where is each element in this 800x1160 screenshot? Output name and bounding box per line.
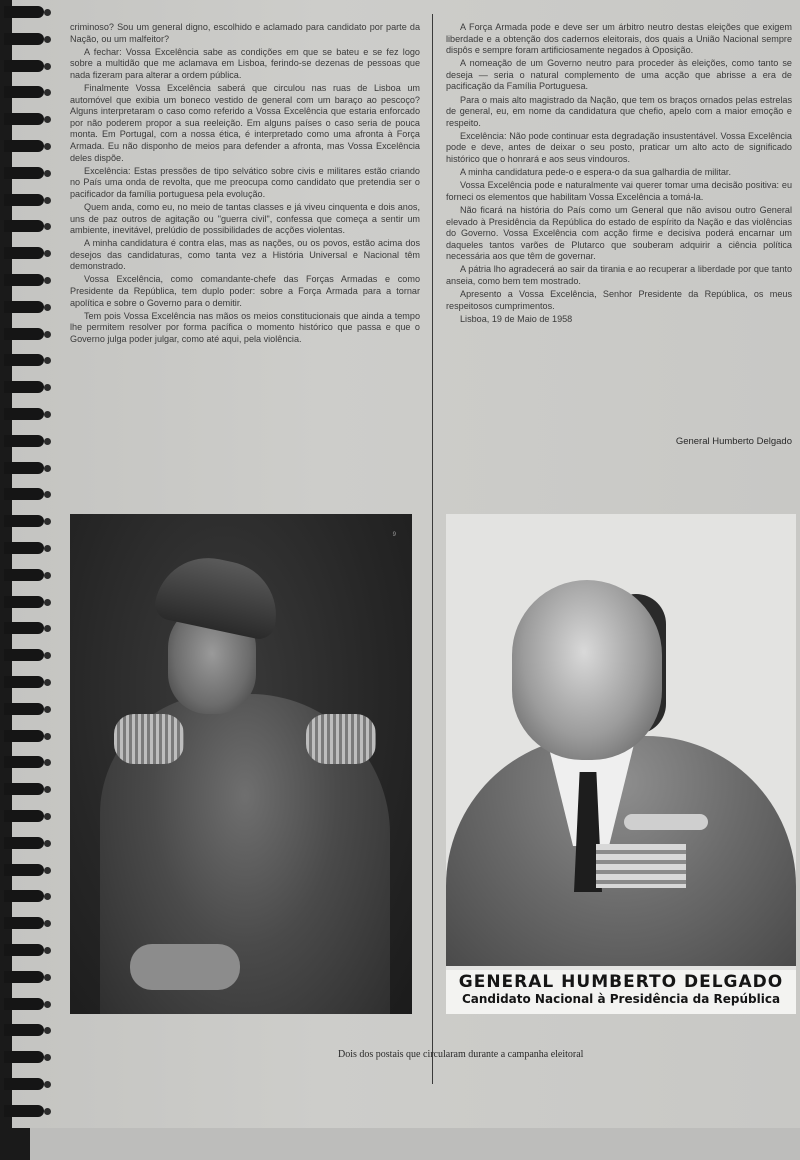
right-paragraph: A Força Armada pode e deve ser um árbitro neutro destas eleições que exigem liberdade e a obtenção dos cadernos eleitorais, dos quais a União Nacional sempre dispôs e sempre foram artificiosamente negados à Oposição. <box>446 22 792 56</box>
ring-loop <box>4 730 44 742</box>
punch-hole <box>44 465 51 472</box>
punch-hole <box>44 652 51 659</box>
binding-ring <box>4 301 50 313</box>
figure-caption-text: Dois dos postais que circularam durante a campanha eleitoral <box>338 1049 584 1060</box>
punch-hole <box>44 1081 51 1088</box>
left-paragraph: Excelência: Estas pressões de tipo selvático sobre civis e militares estão criando no País uma onda de revolta, que me preocupa como candidato que pretendia ser o pacificador da família portuguesa pela evolução. <box>70 165 420 199</box>
punch-hole <box>44 920 51 927</box>
ring-loop <box>4 917 44 929</box>
punch-hole <box>44 786 51 793</box>
right-epaulet <box>306 714 376 764</box>
punch-hole <box>44 518 51 525</box>
binding-ring <box>4 569 50 581</box>
photo-number: 9 <box>392 532 396 538</box>
punch-hole <box>44 974 51 981</box>
punch-hole <box>44 572 51 579</box>
left-paragraph: Finalmente Vossa Excelência saberá que circulou nas ruas de Lisboa um automóvel que exibia um boneco vestido de general com um baraço ao pescoço? Alguns interpretaram o caso como referido a Vossa Excelência que estaria enforcado por não poderem propor a sua reeleição. Em alguns países o caso seria de pouca monta. Em Portugal, com a nossa ética, é interpretado como uma afronta à Força Armada. Eu não disponho de meios para defender a afronta, mas Vossa Excelência deles dispõe. <box>70 82 420 163</box>
punch-hole <box>44 331 51 338</box>
binding-ring <box>4 756 50 768</box>
left-paragraph: Vossa Excelência, como comandante-chefe das Forças Armadas e como Presidente da República, tem duplo poder: sobre a Força Armada para a tornar apolítica e sobre o Governo para o demitir. <box>70 274 420 308</box>
left-epaulet <box>114 714 184 764</box>
ring-loop <box>4 676 44 688</box>
binding-ring <box>4 60 50 72</box>
postcard-title: GENERAL HUMBERTO DELGADO <box>458 972 784 992</box>
hands-shape <box>130 944 240 990</box>
right-paragraph: A nomeação de um Governo neutro para proceder às eleições, como tanto se deseja — seria o natural complemento de uma acção que abrisse a era de pacificação da Família Portuguesa. <box>446 58 792 92</box>
figure-caption <box>0 1049 800 1060</box>
binding-ring <box>4 837 50 849</box>
binding-ring <box>4 1024 50 1036</box>
binding-ring <box>4 649 50 661</box>
punch-hole <box>44 143 51 150</box>
binding-ring <box>4 408 50 420</box>
punch-hole <box>44 759 51 766</box>
pilot-wings-badge <box>624 814 708 830</box>
ring-loop <box>4 971 44 983</box>
postcard-subtitle: Candidato Nacional à Presidência da República <box>461 992 781 1006</box>
punch-hole <box>44 197 51 204</box>
ring-loop <box>4 435 44 447</box>
ring-loop <box>4 220 44 232</box>
right-paragraph: A minha candidatura pede-o e espera-o da sua galhardia de militar. <box>460 167 731 178</box>
punch-hole <box>44 867 51 874</box>
column-divider <box>432 14 433 1084</box>
punch-hole <box>44 63 51 70</box>
binding-ring <box>4 810 50 822</box>
binding-ring <box>4 488 50 500</box>
punch-hole <box>44 545 51 552</box>
ring-loop <box>4 1105 44 1117</box>
left-paragraph: Quem anda, como eu, no meio de tantas classes e já viveu cinquenta e dois anos, uns de paz outros de agitação ou "guerra civil", confessa que começa a sentir um ambiente, inevitável, prelúdio de possibilidades de acções violentas. <box>70 201 420 236</box>
binding-ring <box>4 730 50 742</box>
ring-loop <box>4 1024 44 1036</box>
right-paragraph: Vossa Excelência pode e naturalmente vai querer tomar uma decisão positiva: eu forneci os elementos que habilitam Vossa Excelência a tomá-la. <box>446 180 792 202</box>
binding-bottom <box>0 1128 30 1160</box>
ring-loop <box>4 569 44 581</box>
ring-loop <box>4 301 44 313</box>
binding-ring <box>4 140 50 152</box>
punch-hole <box>44 733 51 740</box>
punch-hole <box>44 223 51 230</box>
ring-loop <box>4 60 44 72</box>
ring-loop <box>4 381 44 393</box>
postcard-caption-box <box>446 970 796 1014</box>
punch-hole <box>44 813 51 820</box>
punch-hole <box>44 36 51 43</box>
binding-ring <box>4 167 50 179</box>
punch-hole <box>44 679 51 686</box>
binding-ring <box>4 381 50 393</box>
punch-hole <box>44 411 51 418</box>
spiral-binding <box>0 0 52 1160</box>
punch-hole <box>44 170 51 177</box>
ring-loop <box>4 140 44 152</box>
punch-hole <box>44 491 51 498</box>
binding-ring <box>4 220 50 232</box>
punch-hole <box>44 116 51 123</box>
ring-loop <box>4 649 44 661</box>
punch-hole <box>44 277 51 284</box>
ring-loop <box>4 1078 44 1090</box>
dateline: Lisboa, 19 de Maio de 1958 <box>460 313 573 324</box>
ring-loop <box>4 6 44 18</box>
ring-loop <box>4 354 44 366</box>
binding-ring <box>4 1078 50 1090</box>
binding-ring <box>4 917 50 929</box>
punch-hole <box>44 438 51 445</box>
delgado-postcard-photo <box>446 514 796 1014</box>
punch-hole <box>44 357 51 364</box>
ring-loop <box>4 328 44 340</box>
binding-ring <box>4 274 50 286</box>
binding-ring <box>4 435 50 447</box>
left-paragraph: A fechar: Vossa Excelência sabe as condições em que se bateu e se fez logo sobre a multidão que me aclamava em Lisboa, ferindo-se dezenas de pessoas que nada fizeram para alterar a ordem pública. <box>70 46 420 80</box>
ring-loop <box>4 247 44 259</box>
ring-loop <box>4 622 44 634</box>
binding-ring <box>4 1105 50 1117</box>
signature: General Humberto Delgado <box>675 436 792 447</box>
left-paragraph: criminoso? Sou um general digno, escolhido e aclamado para candidato por parte da Nação, ou um malfeitor? <box>70 22 420 44</box>
binding-ring <box>4 783 50 795</box>
binding-ring <box>4 998 50 1010</box>
punch-hole <box>44 9 51 16</box>
left-text-column <box>70 22 420 347</box>
binding-ring <box>4 703 50 715</box>
binding-ring <box>4 462 50 474</box>
ring-loop <box>4 488 44 500</box>
binding-ring <box>4 890 50 902</box>
right-paragraph: Não ficará na história do País como um General que não avisou outro General elevado à Presidência da República do estado de espírito da Nação e das violências do Governo. Vossa Excelência com acção firme e decisiva poderá encarnar um daqueles tantos varões de Plutarco que souberam adquirir a ciência política necessária aos que têm de governar. <box>446 204 792 262</box>
ring-loop <box>4 515 44 527</box>
punch-hole <box>44 250 51 257</box>
ring-loop <box>4 408 44 420</box>
punch-hole <box>44 947 51 954</box>
ring-loop <box>4 890 44 902</box>
ring-loop <box>4 837 44 849</box>
punch-hole <box>44 304 51 311</box>
binding-ring <box>4 542 50 554</box>
ring-loop <box>4 113 44 125</box>
binding-ring <box>4 596 50 608</box>
right-paragraph: A pátria lho agradecerá ao sair da tirania e ao recuperar a liberdade por que tanto anseia, como bem tem mostrado. <box>446 264 792 286</box>
right-paragraph: Apresento a Vossa Excelência, Senhor Presidente da República, os meus respeitosos cumprimentos. <box>446 289 792 311</box>
binding-ring <box>4 864 50 876</box>
ring-loop <box>4 86 44 98</box>
ring-loop <box>4 944 44 956</box>
binding-ring <box>4 328 50 340</box>
left-paragraph: A minha candidatura é contra elas, mas as nações, ou os povos, estão acima dos desejos das candidaturas, como tanta vez a História Universal e Nacional têm demonstrado. <box>70 238 420 272</box>
ring-loop <box>4 274 44 286</box>
punch-hole <box>44 1027 51 1034</box>
binding-ring <box>4 676 50 688</box>
binding-ring <box>4 622 50 634</box>
ring-loop <box>4 194 44 206</box>
punch-hole <box>44 1001 51 1008</box>
binding-ring <box>4 515 50 527</box>
binding-ring <box>4 113 50 125</box>
punch-hole <box>44 840 51 847</box>
binding-ring <box>4 194 50 206</box>
binding-ring <box>4 944 50 956</box>
punch-hole <box>44 89 51 96</box>
binding-ring <box>4 86 50 98</box>
punch-hole <box>44 599 51 606</box>
binding-ring <box>4 247 50 259</box>
ring-loop <box>4 167 44 179</box>
punch-hole <box>44 1108 51 1115</box>
ring-loop <box>4 462 44 474</box>
binding-ring <box>4 6 50 18</box>
ring-loop <box>4 810 44 822</box>
portrait-head-shape <box>512 580 662 760</box>
ring-loop <box>4 998 44 1010</box>
ring-loop <box>4 864 44 876</box>
salazar-uniform-photo <box>70 514 412 1014</box>
ring-loop <box>4 756 44 768</box>
ring-loop <box>4 703 44 715</box>
right-text-column <box>446 22 792 327</box>
ring-loop <box>4 596 44 608</box>
right-paragraph: Excelência: Não pode continuar esta degradação insustentável. Vossa Excelência pode e deve, antes de deixar o seu posto, praticar um alto acto de significado histórico que o honrará e aos seus vindouros. <box>446 130 792 165</box>
binding-ring <box>4 33 50 45</box>
binding-ring <box>4 354 50 366</box>
punch-hole <box>44 706 51 713</box>
page-bottom-edge <box>0 1128 800 1160</box>
punch-hole <box>44 893 51 900</box>
punch-hole <box>44 625 51 632</box>
left-paragraph: Tem pois Vossa Excelência nas mãos os meios constitucionais que ainda a tempo lhe permitem resolver por forma pacífica o momento histórico que passa e que o Governo julga poder julgar, como até aqui, pela violência. <box>70 310 420 344</box>
punch-hole <box>44 384 51 391</box>
ring-loop <box>4 33 44 45</box>
medal-ribbons <box>596 844 686 888</box>
ring-loop <box>4 542 44 554</box>
right-paragraph: Para o mais alto magistrado da Nação, que tem os braços ornados pelas estrelas de general, eu, em nome da candidatura que chefio, apelo com a maior emoção e respeito. <box>446 94 792 128</box>
binding-ring <box>4 971 50 983</box>
ring-loop <box>4 783 44 795</box>
